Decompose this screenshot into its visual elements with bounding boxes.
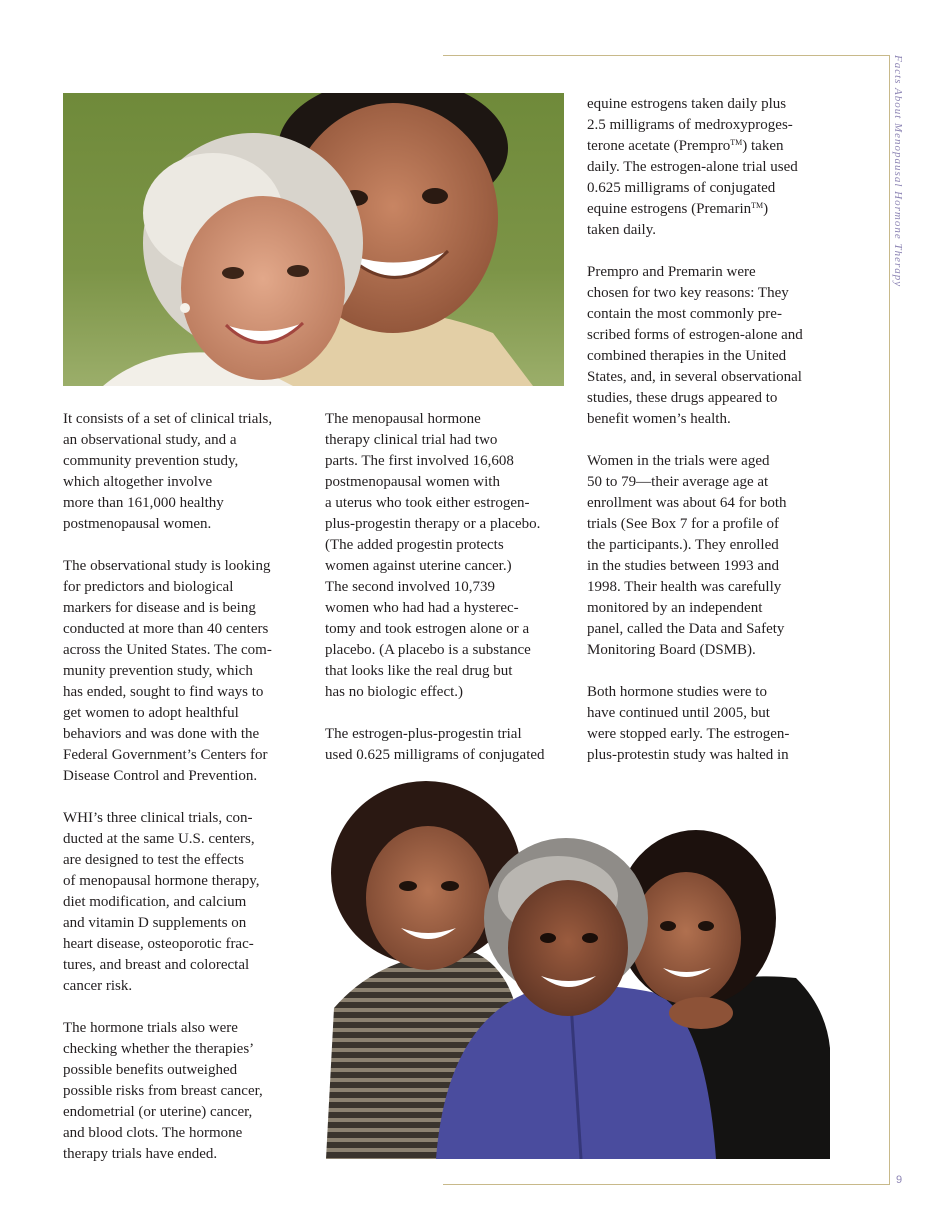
text-column-1 bbox=[63, 409, 308, 1165]
bottom-rule bbox=[443, 1184, 890, 1185]
side-rule bbox=[889, 55, 890, 1185]
paragraph: The observational study is looking for predictors and biological markers for disease and is being conducted at more than 40 centers across the United States. The com- munity prevention study, which has ended, sought to find ways to get women to adopt healthful behaviors and was done with the Federal Government’s Centers for Disease Control and Prevention. bbox=[63, 558, 272, 784]
trademark-symbol: TM bbox=[730, 138, 743, 147]
paragraph: Both hormone studies were to have continued until 2005, but were stopped early. The estrogen- plus-protestin study was halted in bbox=[587, 684, 790, 763]
text-column-2 bbox=[325, 409, 570, 766]
text-column-3 bbox=[587, 94, 832, 766]
paragraph: WHI’s three clinical trials, con- ducted at the same U.S. centers, are designed to test the effects of menopausal hormone therapy, diet modification, and calcium and vitamin D supplements on heart disease, osteoporotic frac- tures, and breast and colorectal cancer risk. bbox=[63, 810, 260, 994]
page-number: 9 bbox=[896, 1174, 903, 1186]
running-header: Facts About Menopausal Hormone Therapy bbox=[892, 55, 904, 288]
trademark-symbol: TM bbox=[751, 201, 764, 210]
paragraph: Prempro and Premarin were chosen for two key reasons: They contain the most commonly pre- scribed forms of estrogen-alone and combined therapies in the United States, and, in several observational studies, these drugs appeared to benefit women’s health. bbox=[587, 264, 803, 427]
top-rule bbox=[443, 55, 890, 56]
paragraph: The hormone trials also were checking whether the therapies’ possible benefits outweighed possible risks from breast cancer, endometrial (or uterine) cancer, and blood clots. The hormone therapy trials have ended. bbox=[63, 1020, 263, 1162]
women-photo bbox=[326, 778, 830, 1159]
paragraph: Women in the trials were aged 50 to 79—their average age at enrollment was about 64 for both trials (See Box 7 for a profile of the participants.). They enrolled in the studies between 1993 and 1998. Their health was carefully monitored by an independent panel, called the Data and Safety Monitoring Board (DSMB). bbox=[587, 453, 787, 658]
paragraph: equine estrogens taken daily plus 2.5 milligrams of medroxyproges- terone acetate (Prempro™) taken daily. The estrogen-alone trial used 0.625 milligrams of conjugated equine estrogens (Premarin™) taken daily. bbox=[587, 96, 798, 238]
paragraph: The menopausal hormone therapy clinical trial had two parts. The first involved 16,608 postmenopausal women with a uterus who took either estrogen- plus-progestin therapy or a placebo. (The added progestin protects women against uterine cancer.) The second involved 10,739 women who had had a hysterec- tomy and took estrogen alone or a placebo. (A placebo is a substance that looks like the real drug but has no biologic effect.) bbox=[325, 411, 541, 700]
paragraph: The estrogen-plus-progestin trial used 0.625 milligrams of conjugated bbox=[325, 726, 545, 763]
couple-photo bbox=[63, 93, 564, 386]
paragraph: It consists of a set of clinical trials, an observational study, and a community prevention study, which altogether involve more than 161,000 healthy postmenopausal women. bbox=[63, 411, 273, 532]
